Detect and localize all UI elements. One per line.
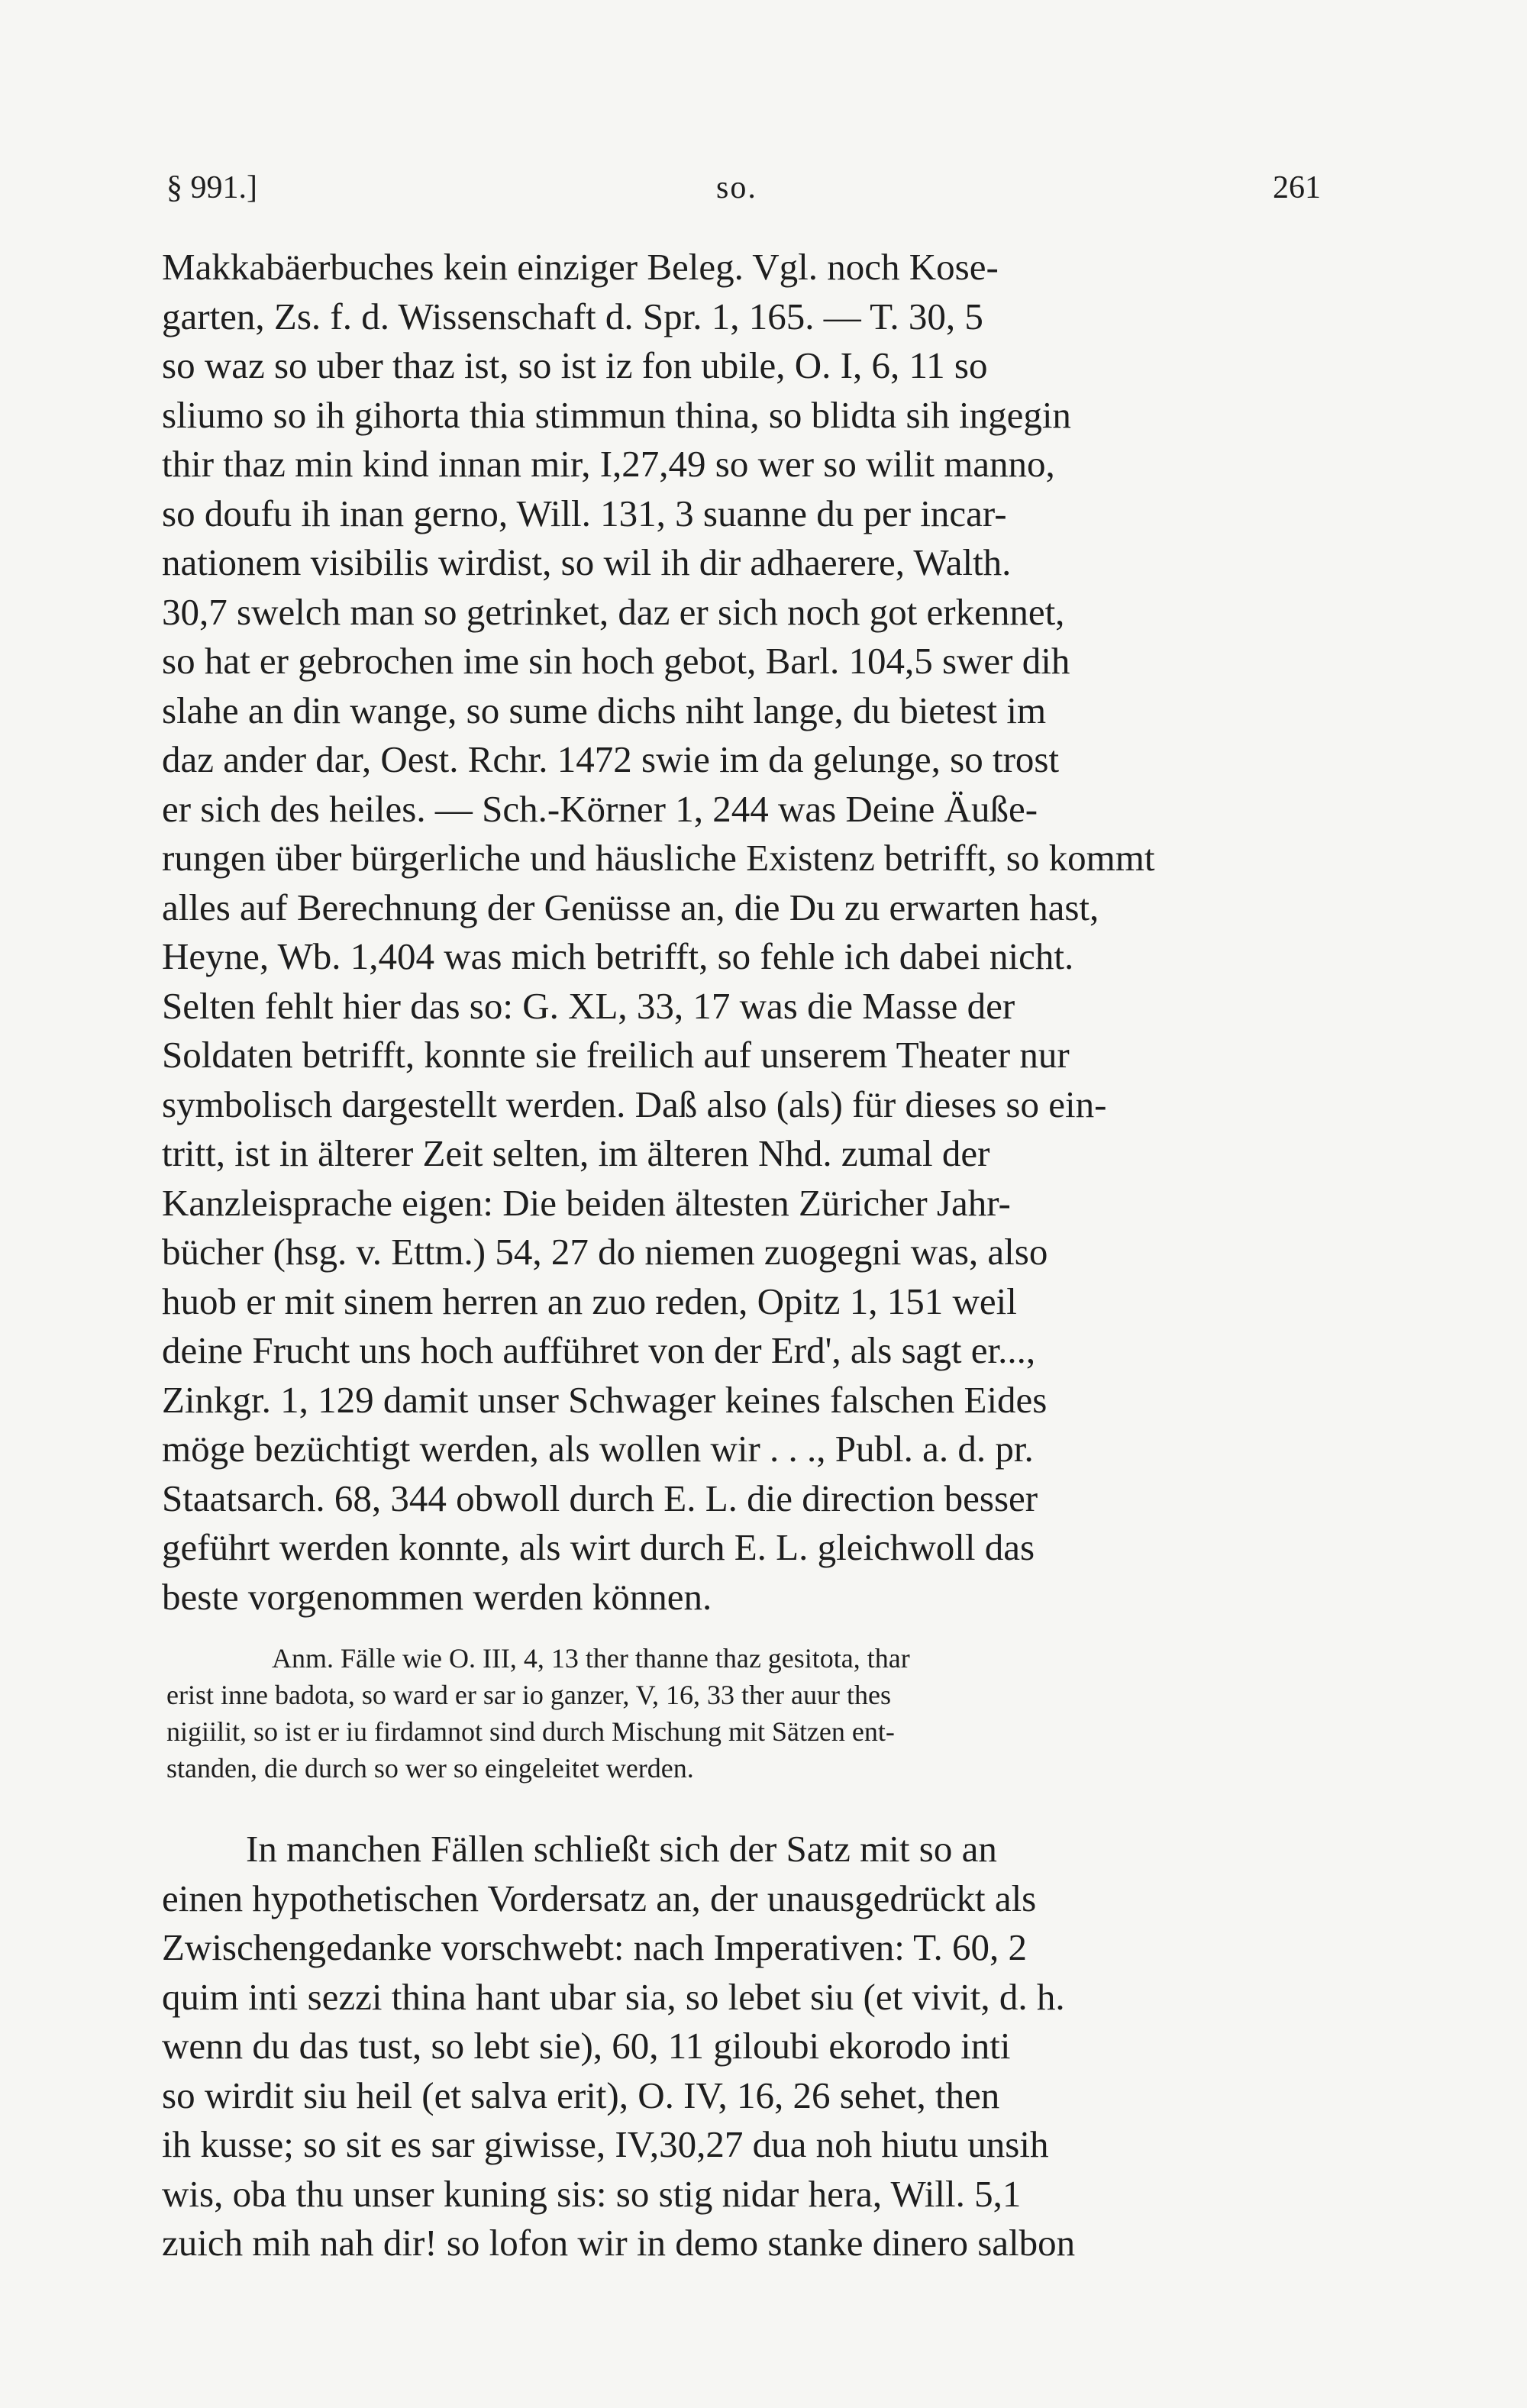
text-line: Heyne, Wb. 1,404 was mich betrifft, so fehle ich dabei nicht. [162,935,1074,977]
text-line: rungen über bürgerliche und häusliche Existenz betrifft, so kommt [162,837,1155,879]
running-title: so. [716,170,757,205]
main-paragraph [162,243,1322,1622]
text-line: Makkabäerbuches kein einziger Beleg. Vgl. noch Kose- [162,246,999,288]
text-line: Zwischengedanke vorschwebt: nach Imperativen: T. 60, 2 [162,1926,1027,1968]
text-line: nationem visibilis wirdist, so wil ih dir adhaerere, Walth. [162,541,1012,583]
text-line: Zinkgr. 1, 129 damit unser Schwager keines falschen Eides [162,1378,1048,1421]
text-line: so wirdit siu heil (et salva erit), O. IV, 16, 26 sehet, then [162,2074,1000,2116]
section-reference: § 991.] [166,170,257,205]
text-line: bücher (hsg. v. Ettm.) 54, 27 do niemen zuogegni was, also [162,1231,1048,1273]
text-line: wenn du das tust, so lebt sie), 60, 11 giloubi ekorodo inti [162,2025,1011,2067]
text-line: zuich mih nah dir! so lofon wir in demo stanke dinero salbon [162,2222,1076,2264]
note-line: Anm. Fälle wie O. III, 4, 13 ther thanne thaz gesitota, thar [272,1643,910,1674]
text-line: Staatsarch. 68, 344 obwoll durch E. L. die direction besser [162,1477,1038,1519]
text-line: Selten fehlt hier das so: G. XL, 33, 17 was die Masse der [162,984,1015,1027]
note-line: standen, die durch so wer so eingeleitet werden. [166,1753,694,1783]
note-line: nigiilit, so ist er iu firdamnot sind durch Mischung mit Sätzen ent- [166,1716,895,1747]
annotation-note [162,1640,1322,1787]
note-line: erist inne badota, so ward er sar io ganzer, V, 16, 33 ther auur thes [166,1680,891,1710]
text-line: quim inti sezzi thina hant ubar sia, so lebet siu (et vivit, d. h. [162,1975,1065,2018]
text-line: so doufu ih inan gerno, Will. 131, 3 suanne du per incar- [162,492,1007,534]
text-line: geführt werden konnte, als wirt durch E. L. gleichwoll das [162,1526,1035,1568]
text-line: sliumo so ih gihorta thia stimmun thina, so blidta sih ingegin [162,393,1071,436]
text-line: Kanzleisprache eigen: Die beiden ältesten Züricher Jahr- [162,1181,1011,1224]
page-body [162,243,1322,2268]
text-line: Soldaten betrifft, konnte sie freilich auf unserem Theater nur [162,1034,1070,1076]
text-line: slahe an din wange, so sume dichs niht lange, du bietest im [162,689,1047,731]
text-line: beste vorgenommen werden können. [162,1575,712,1618]
text-line: thir thaz min kind innan mir, I,27,49 so wer so wilit manno, [162,443,1055,485]
text-line: so waz so uber thaz ist, so ist iz fon ubile, O. I, 6, 11 so [162,344,988,386]
text-line: huob er mit sinem herren an zuo reden, Opitz 1, 151 weil [162,1280,1017,1322]
second-paragraph [162,1825,1322,2268]
text-line: ih kusse; so sit es sar giwisse, IV,30,27 dua noh hiutu unsih [162,2123,1049,2165]
text-line: deine Frucht uns hoch aufführet von der Erd', als sagt er..., [162,1329,1036,1371]
text-line: einen hypothetischen Vordersatz an, der unausgedrückt als [162,1877,1037,1919]
page-number: 261 [1273,170,1321,205]
text-line: symbolisch dargestellt werden. Daß also (als) für dieses so ein- [162,1083,1107,1125]
text-line: tritt, ist in älterer Zeit selten, im älteren Nhd. zumal der [162,1132,990,1174]
text-line: 30,7 swelch man so getrinket, daz er sich noch got erkennet, [162,590,1065,633]
text-line: wis, oba thu unser kuning sis: so stig nidar hera, Will. 5,1 [162,2172,1022,2215]
running-header [166,169,1321,223]
text-line: möge bezüchtigt werden, als wollen wir . . ., Publ. a. d. pr. [162,1428,1034,1470]
text-line: daz ander dar, Oest. Rchr. 1472 swie im da gelunge, so trost [162,738,1060,780]
text-line: er sich des heiles. — Sch.-Körner 1, 244 was Deine Äuße- [162,787,1038,830]
text-line: so hat er gebrochen ime sin hoch gebot, Barl. 104,5 swer dih [162,640,1070,682]
text-line: garten, Zs. f. d. Wissenschaft d. Spr. 1, 165. — T. 30, 5 [162,295,983,337]
text-line: In manchen Fällen schließt sich der Satz mit so an [246,1828,997,1870]
text-line: alles auf Berechnung der Genüsse an, die Du zu erwarten hast, [162,886,1099,928]
